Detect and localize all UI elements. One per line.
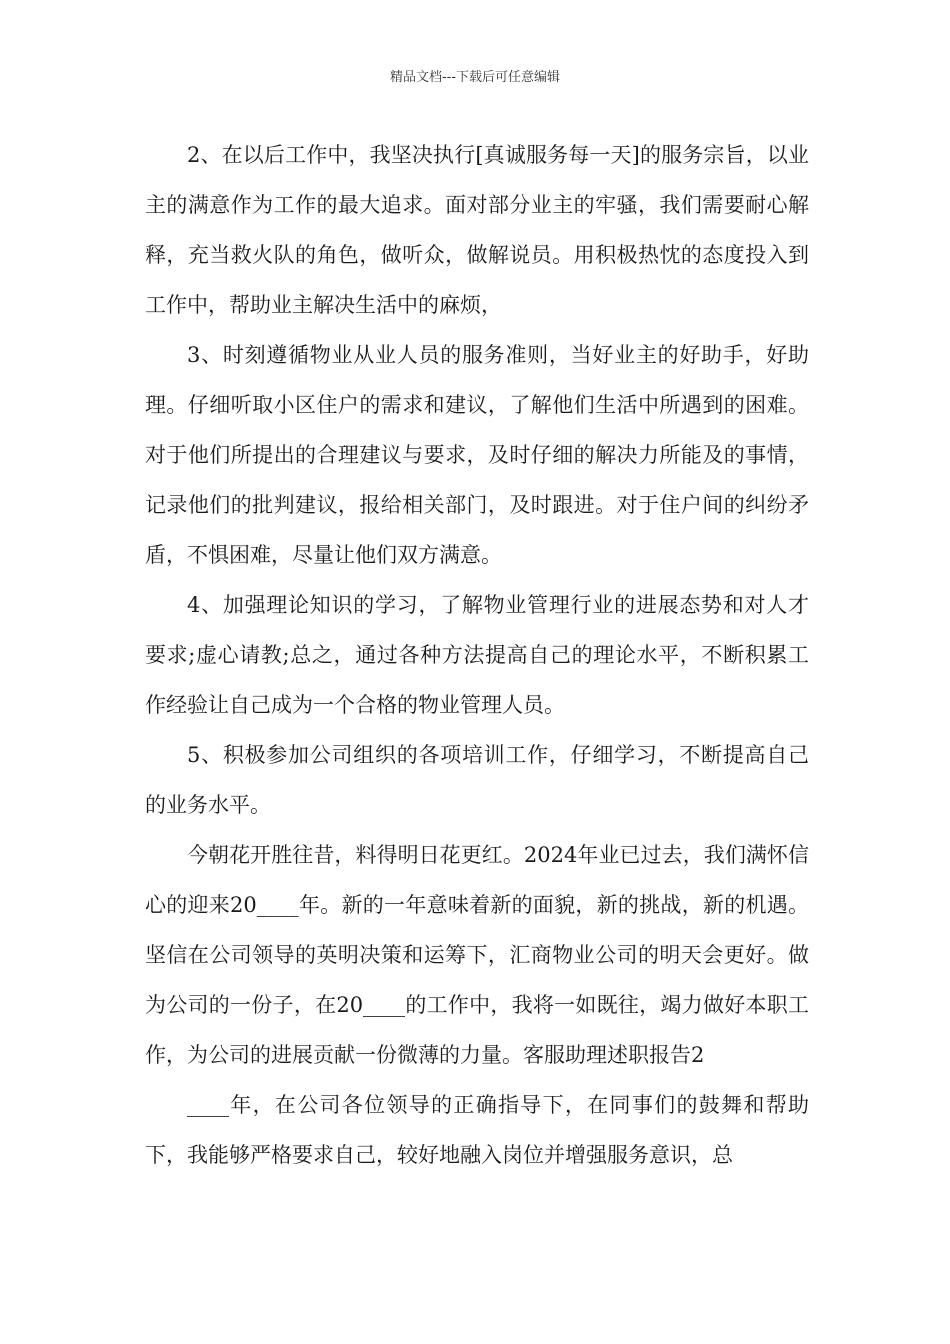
page-header: 精品文档---下载后可任意编辑 <box>389 70 561 85</box>
paragraph-report-2-intro: ____年，在公司各位领导的正确指导下，在同事们的鼓舞和帮助下，我能够严格要求自己，较好地融入岗位并增强服务意识，总 <box>145 1093 809 1167</box>
paragraph-item-2: 2、在以后工作中，我坚决执行[真诚服务每一天]的服务宗旨，以业主的满意作为工作的最大追求。面对部分业主的牢骚，我们需要耐心解释，充当救火队的角色，做听众，做解说员。用积极热忱的态度投入到工作中，帮助业主解决生活中的麻烦， <box>145 143 809 317</box>
paragraph-item-4: 4、加强理论知识的学习，了解物业管理行业的进展态势和对人才要求;虚心请教;总之，通过各种方法提高自己的理论水平，不断积累工作经验让自己成为一个合格的物业管理人员。 <box>145 593 809 717</box>
document-body <box>145 130 809 1180</box>
paragraph-item-3: 3、时刻遵循物业从业人员的服务准则，当好业主的好助手，好助理。仔细听取小区住户的需求和建议，了解他们生活中所遇到的困难。对于他们所提出的合理建议与要求，及时仔细的解决力所能及的事情，记录他们的批判建议，报给相关部门，及时跟进。对于住户间的纠纷矛盾，不惧困难，尽量让他们双方满意。 <box>145 343 809 567</box>
paragraph-item-5: 5、积极参加公司组织的各项培训工作，仔细学习，不断提高自己的业务水平。 <box>145 743 809 817</box>
paragraph-closing: 今朝花开胜往昔，料得明日花更红。2024年业已过去，我们满怀信心的迎来20____年。新的一年意味着新的面貌，新的挑战，新的机遇。坚信在公司领导的英明决策和运筹下，汇商物业公司的明天会更好。做为公司的一份子，在20____的工作中，我将一如既往，竭力做好本职工作，为公司的进展贡献一份微薄的力量。客服助理述职报告2 <box>145 843 809 1067</box>
